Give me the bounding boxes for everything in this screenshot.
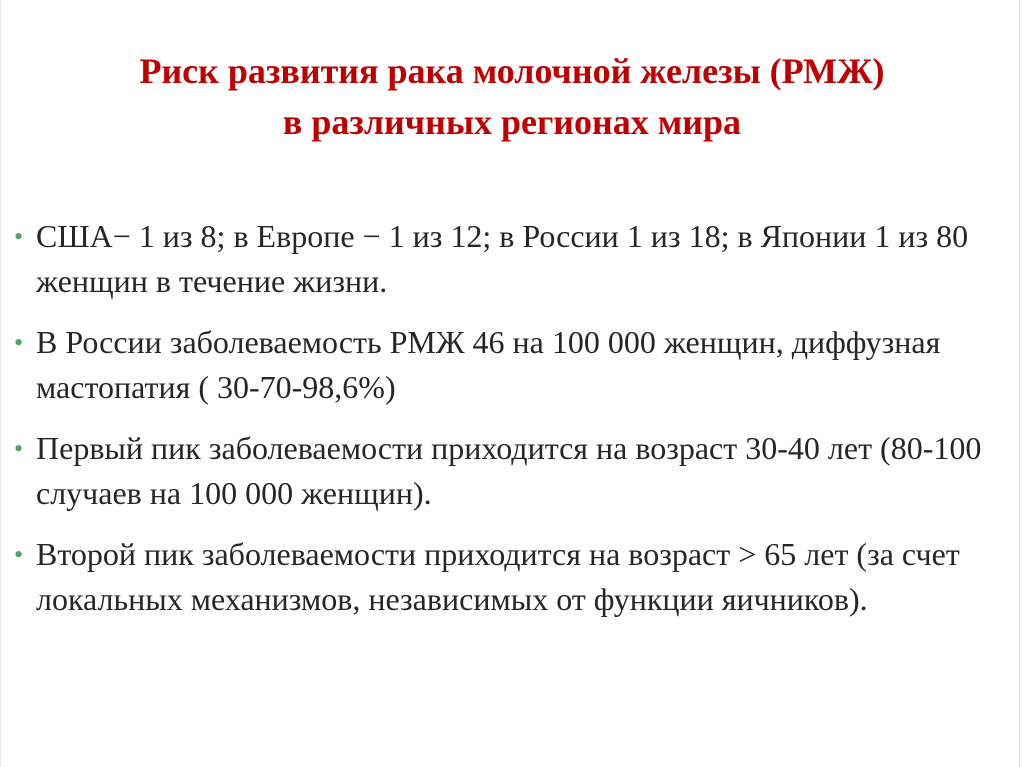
- bullet-dot-icon: •: [14, 540, 24, 569]
- bullet-item: [14, 214, 1004, 304]
- slide-title: [0, 46, 1024, 148]
- bullet-text: Первый пик заболеваемости приходится на возраст 30-40 лет (80-100 случаев на 100 000 женщин).: [36, 430, 982, 511]
- slide-title-line-2: в различных регионах мира: [282, 102, 742, 142]
- bullet-dot-icon: •: [14, 434, 24, 463]
- bullet-dot-icon: •: [14, 222, 24, 251]
- bullet-text: США− 1 из 8; в Европе − 1 из 12; в России 1 из 18; в Японии 1 из 80 женщин в течение жизни.: [36, 218, 969, 299]
- bullet-list: [14, 214, 1004, 638]
- bullet-item: [14, 320, 1004, 410]
- bullet-text: Второй пик заболеваемости приходится на возраст > 65 лет (за счет локальных механизмов, независимых от функции яичников).: [36, 536, 960, 617]
- bullet-item: [14, 532, 1004, 622]
- bullet-text: В России заболеваемость РМЖ 46 на 100 000 женщин, диффузная мастопатия ( 30-70-98,6%): [36, 324, 941, 405]
- slide-title-line-1: Риск развития рака молочной железы (РМЖ): [139, 51, 885, 91]
- bullet-item: [14, 426, 1004, 516]
- bullet-dot-icon: •: [14, 328, 24, 357]
